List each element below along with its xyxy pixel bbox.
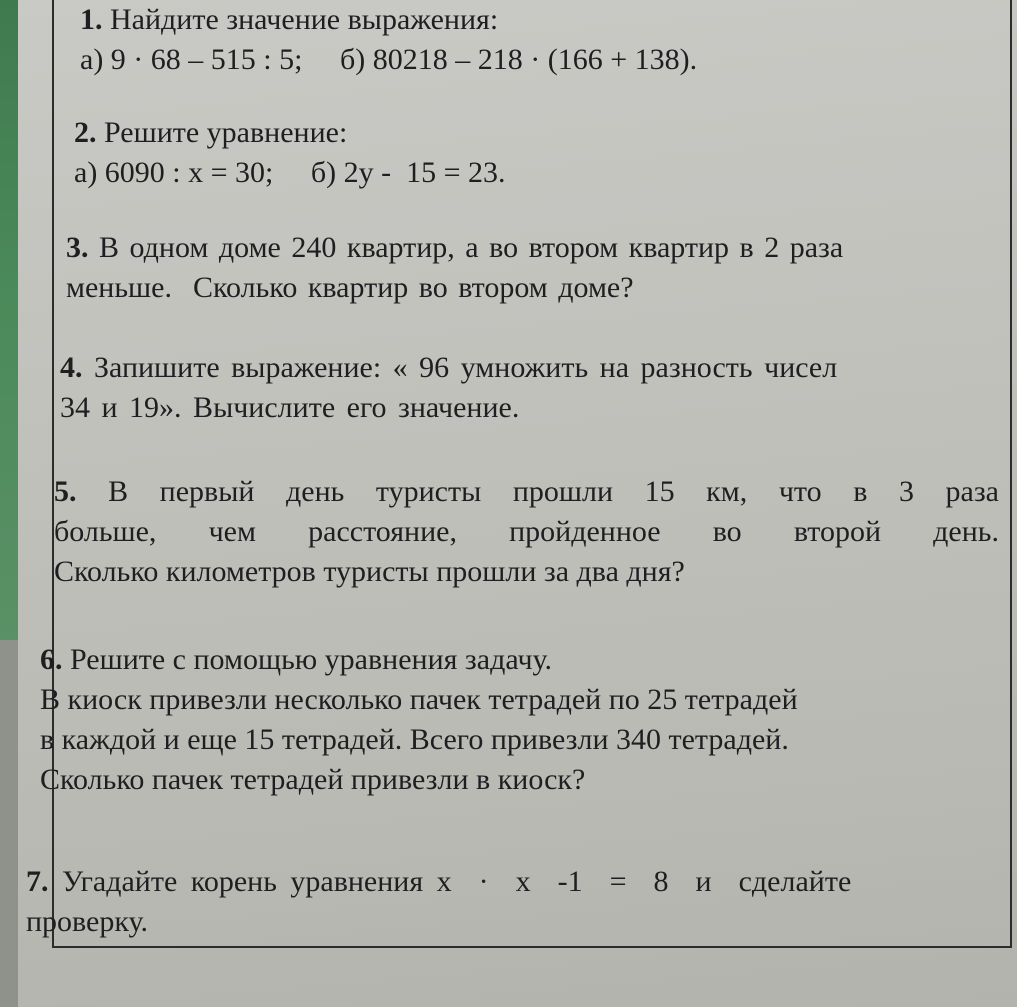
task-number: 4.	[60, 351, 83, 384]
task-3	[66, 228, 843, 308]
task-number: 7.	[26, 865, 49, 898]
task-5	[54, 472, 999, 592]
task-4-line-1	[60, 348, 837, 388]
task-number: 5.	[54, 475, 77, 508]
task-4	[60, 348, 837, 428]
task-1-expressions: а) 9 · 68 – 515 : 5; б) 80218 – 218 · (166 + 138).	[80, 43, 698, 76]
task-7	[26, 862, 1006, 942]
task-7-line-1	[26, 862, 1006, 902]
task-number: 1.	[80, 3, 103, 36]
task-text: Решите с помощью уравнения задачу.	[70, 643, 553, 676]
task-1-heading	[80, 0, 697, 40]
task-5-line-2: больше, чем расстояние, пройденное во второй день.	[54, 515, 999, 548]
task-3-line-1	[66, 228, 843, 268]
task-5-line-3: Сколько километров туристы прошли за два дня?	[54, 555, 685, 588]
worksheet-page	[18, 0, 1017, 1007]
task-6-heading	[40, 640, 798, 680]
task-number: 2.	[74, 116, 97, 149]
task-5-line-1	[54, 472, 999, 512]
task-text: В одном доме 240 квартир, а во втором квартир в 2 раза	[99, 231, 844, 264]
task-number: 6.	[40, 643, 63, 676]
task-7-line-2: проверку.	[26, 905, 149, 938]
task-2-heading	[74, 113, 506, 153]
task-6-line-4: Сколько пачек тетрадей привезли в киоск?	[40, 763, 586, 796]
task-text: Запишите выражение: « 96 умножить на разность чисел	[94, 351, 838, 384]
task-text: В первый день туристы прошли 15 км, что в 3 раза	[108, 475, 1000, 508]
task-6-line-2: В киоск привезли несколько пачек тетрадей по 25 тетрадей	[40, 683, 798, 716]
task-4-line-2: 34 и 19». Вычислите его значение.	[60, 391, 520, 424]
task-text: Найдите значение выражения:	[110, 3, 499, 36]
task-3-line-2: меньше. Сколько квартир во втором доме?	[66, 271, 634, 304]
task-text: Решите уравнение:	[104, 116, 348, 149]
task-6-line-3: в каждой и еще 15 тетрадей. Всего привезли 340 тетрадей.	[40, 723, 789, 756]
task-number: 3.	[66, 231, 89, 264]
task-2-equations: а) 6090 : x = 30; б) 2y - 15 = 23.	[74, 156, 506, 189]
task-1	[80, 0, 697, 80]
task-text: Угадайте корень уравнения x · x -1 = 8 и сделайте	[62, 865, 852, 898]
task-2	[74, 113, 506, 193]
task-6	[40, 640, 798, 800]
